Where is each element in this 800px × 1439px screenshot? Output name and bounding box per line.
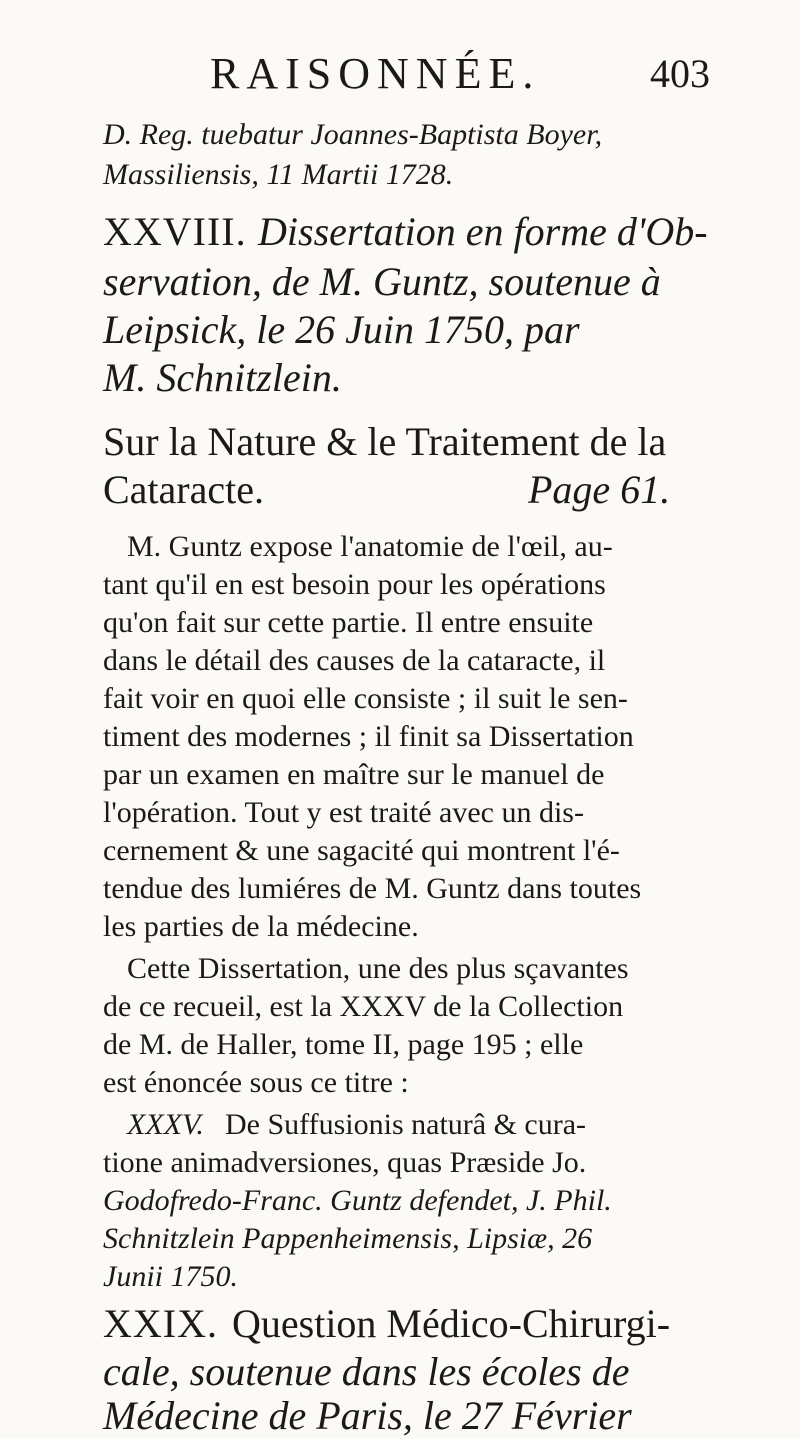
paragraph-1-line: timent des modernes ; il finit sa Dissertation bbox=[103, 720, 634, 753]
block-top-line-2: Massiliensis, 11 Martii 1728. bbox=[103, 158, 454, 191]
entry-28-title-line-1: Dissertation en forme d'Ob- bbox=[258, 209, 708, 254]
paragraph-1-line: par un examen en maître sur le manuel de bbox=[103, 758, 605, 791]
paragraph-1-line: l'opération. Tout y est traité avec un dis- bbox=[103, 796, 584, 829]
latin-title-line-4: Schnitzlein Pappenheimensis, Lipsiæ, 26 bbox=[103, 1222, 593, 1255]
latin-title-line-5: Junii 1750. bbox=[103, 1260, 238, 1293]
paragraph-1-line: qu'on fait sur cette partie. Il entre ensuite bbox=[103, 606, 594, 639]
entry-29-number: XXIX. bbox=[103, 1301, 218, 1346]
entry-29-title-line-1: Question Médico-Chirurgi- bbox=[232, 1301, 671, 1346]
running-head: RAISONNÉE. bbox=[210, 49, 541, 98]
paragraph-1-line: dans le détail des causes de la cataracte, il bbox=[103, 644, 606, 677]
subtitle-page-ref: Page 61. bbox=[528, 467, 671, 512]
paragraph-2-line: de ce recueil, est la XXXV de la Collection bbox=[103, 990, 624, 1023]
paragraph-2-line: de M. de Haller, tome II, page 195 ; elle bbox=[103, 1028, 584, 1061]
paragraph-1-line: tant qu'il en est besoin pour les opérations bbox=[103, 568, 606, 601]
paragraph-2-line: est énoncée sous ce titre : bbox=[103, 1066, 409, 1099]
subtitle-line-1: Sur la Nature & le Traitement de la bbox=[103, 419, 667, 464]
entry-28-number: XXVIII. bbox=[103, 209, 247, 254]
paragraph-1-line: tendue des lumiéres de M. Guntz dans toutes bbox=[103, 872, 642, 905]
entry-28-title-line-4: M. Schnitzlein. bbox=[103, 355, 342, 400]
latin-title-number: XXXV. bbox=[127, 1108, 204, 1141]
paragraph-1-line: cernement & une sagacité qui montrent l'é- bbox=[103, 834, 620, 867]
paragraph-1-line: fait voir en quoi elle consiste ; il suit le sen- bbox=[103, 682, 628, 715]
paragraph-1-line: M. Guntz expose l'anatomie de l'œil, au- bbox=[127, 530, 613, 563]
latin-title-line-2: tione animadversiones, quas Præside Jo. bbox=[103, 1146, 587, 1179]
page-header bbox=[210, 48, 710, 108]
block-top-line-1: D. Reg. tuebatur Joannes-Baptista Boyer, bbox=[103, 118, 603, 151]
paragraph-2-line: Cette Dissertation, une des plus sçavantes bbox=[127, 952, 629, 985]
latin-title-line-1: De Suffusionis naturâ & cura- bbox=[225, 1108, 587, 1141]
entry-29-title-line-3: Médecine de Paris, le 27 Février bbox=[103, 1393, 632, 1438]
paragraph-1-line: les parties de la médecine. bbox=[103, 910, 419, 943]
entry-28-title-line-2: servation, de M. Guntz, soutenue à bbox=[103, 259, 661, 304]
subtitle-line-2: Cataracte. bbox=[103, 467, 264, 512]
entry-29-title-line-2: cale, soutenue dans les écoles de bbox=[103, 1349, 630, 1394]
page-number: 403 bbox=[650, 51, 710, 96]
entry-28-title-line-3: Leipsick, le 26 Juin 1750, par bbox=[103, 307, 580, 352]
latin-title-line-3: Godofredo-Franc. Guntz defendet, J. Phil. bbox=[103, 1184, 612, 1217]
